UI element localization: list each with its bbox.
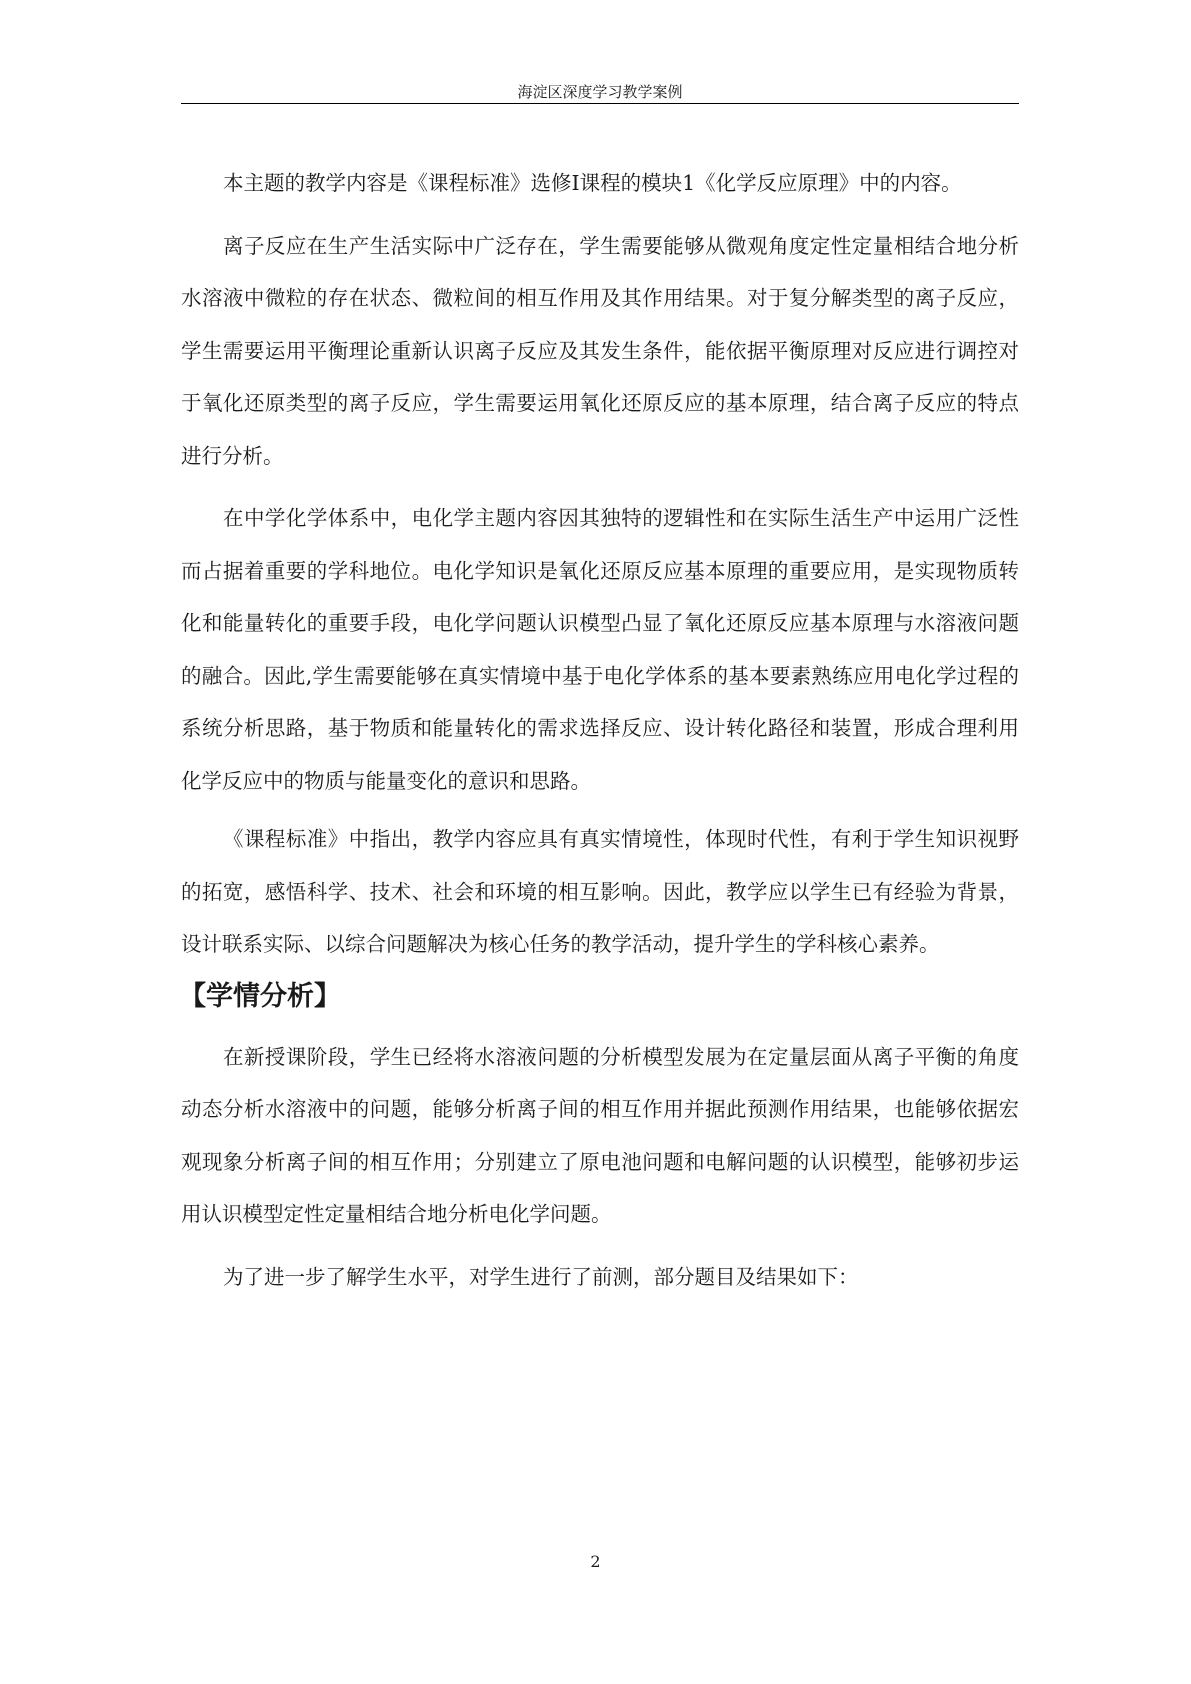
paragraph-pretest: 为了进一步了解学生水平，对学生进行了前测，部分题目及结果如下： <box>223 1264 859 1289</box>
section-heading-student-analysis: 【学情分析】 <box>179 980 341 1012</box>
page-number: 2 <box>590 1552 601 1571</box>
body-text <box>181 157 1019 1303</box>
paragraph-intro: 本主题的教学内容是《课程标准》选修Ⅰ课程的模块1《化学反应原理》中的内容。 <box>223 171 962 195</box>
paragraph-electrochemistry: 在中学化学体系中，电化学主题内容因其独特的逻辑性和在实际生活生产中运用广泛性而占据着重要的学科地位。电化学知识是氧化还原反应基本原理的重要应用，是实现物质转化和能量转化的重要手段，电化学问题认识模型凸显了氧化还原反应基本原理与水溶液问题的融合。因此,学生需要能够在真实情境中基于电化学体系的基本要素熟练应用电化学过程的系统分析思路，基于物质和能量转化的需求选择反应、设计转化路径和装置，形成合理利用化学反应中的物质与能量变化的意识和思路。 <box>181 506 1019 793</box>
header-rule <box>181 103 1019 104</box>
paragraph-curriculum-standard: 《课程标准》中指出，教学内容应具有真实情境性，体现时代性，有利于学生知识视野的拓宽，感悟科学、技术、社会和环境的相互影响。因此，教学应以学生已有经验为背景，设计联系实际、以综合问题解决为核心任务的教学活动，提升学生的学科核心素养。 <box>181 827 1019 956</box>
paragraph-ion-reactions: 离子反应在生产生活实际中广泛存在，学生需要能够从微观角度定性定量相结合地分析水溶液中微粒的存在状态、微粒间的相互作用及其作用结果。对于复分解类型的离子反应，学生需要运用平衡理论重新认识离子反应及其发生条件，能依据平衡原理对反应进行调控对于氧化还原类型的离子反应，学生需要运用氧化还原反应的基本原理，结合离子反应的特点进行分析。 <box>181 233 1019 468</box>
running-header: 海淀区深度学习教学案例 <box>517 83 683 101</box>
paragraph-student-analysis: 在新授课阶段，学生已经将水溶液问题的分析模型发展为在定量层面从离子平衡的角度动态分析水溶液中的问题，能够分析离子间的相互作用并据此预测作用结果，也能够依据宏观现象分析离子间的相互作用；分别建立了原电池问题和电解问题的认识模型，能够初步运用认识模型定性定量相结合地分析电化学问题。 <box>181 1044 1019 1226</box>
